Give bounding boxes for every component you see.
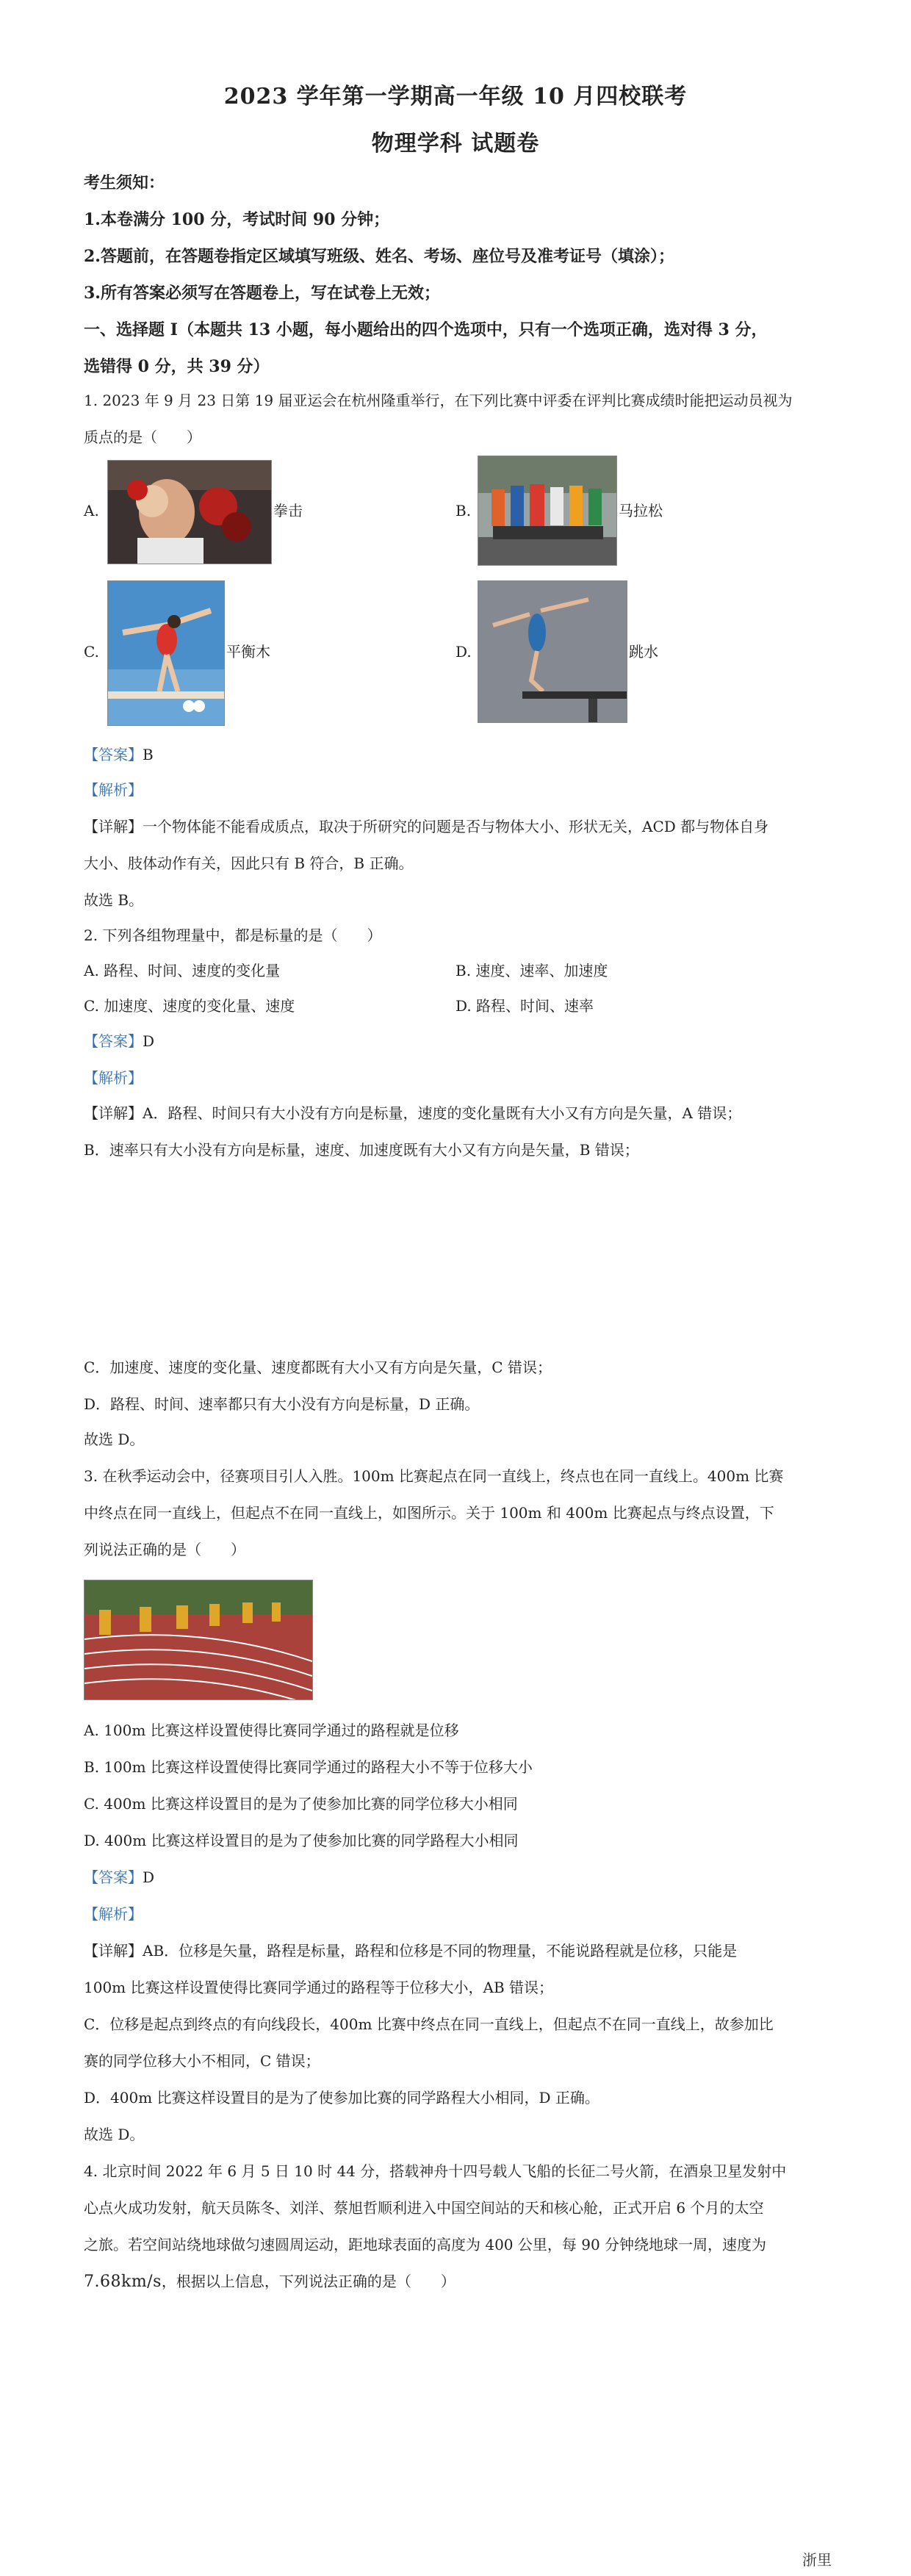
q1-option-d-letter: D. — [455, 643, 472, 661]
q1-conclusion: 故选 B。 — [84, 891, 144, 909]
q1-analysis-tag: 【解析】 — [84, 781, 143, 799]
answer-value: D — [143, 1032, 155, 1050]
q3-option-a: A. 100m 比赛这样设置使得比赛同学通过的路程就是位移 — [84, 1721, 459, 1739]
q1-option-b-letter: B. — [455, 502, 472, 519]
exam-title: 2023 学年第一学期高一年级 10 月四校联考 — [223, 84, 688, 109]
q1-detail — [84, 816, 768, 838]
balance-beam-photo — [107, 580, 225, 726]
notice-item: 3.所有答案必须写在答题卷上，写在试卷上无效； — [84, 284, 440, 303]
q3-option-c: C. 400m 比赛这样设置目的是为了使参加比赛的同学位移大小相同 — [84, 1795, 518, 1813]
section-heading: 一、选择题 I（本题共 13 小题，每小题给出的四个选项中，只有一个选项正确，选对得 3 分， — [84, 320, 768, 339]
detail-text: A．路程、时间只有大小没有方向是标量，速度的变化量既有大小又有方向是矢量，A 错误； — [143, 1104, 742, 1122]
q3-conclusion: 故选 D。 — [84, 2126, 145, 2143]
notice-item: 2.答题前，在答题卷指定区域填写班级、姓名、考场、座位号及准考证号（填涂）； — [84, 247, 674, 266]
detail-text: AB．位移是矢量，路程是标量，路程和位移是不同的物理量，不能说路程就是位移，只能是 — [143, 1942, 738, 1960]
marathon-photo — [478, 456, 617, 566]
detail-tag: 【详解】 — [84, 1104, 143, 1122]
q2-analysis-tag: 【解析】 — [84, 1069, 143, 1087]
q1-option-d-label: 跳水 — [629, 643, 658, 661]
answer-tag: 【答案】 — [84, 1868, 143, 1886]
q3-detail — [84, 1940, 737, 1962]
q1-stem: 1. 2023 年 9 月 23 日第 19 届亚运会在杭州隆重举行，在下列比赛中评委在评判比赛成绩时能把运动员视为 — [84, 392, 793, 409]
q3-analysis-tag: 【解析】 — [84, 1905, 143, 1923]
answer-tag: 【答案】 — [84, 746, 143, 763]
q4-stem: 4. 北京时间 2022 年 6 月 5 日 10 时 44 分，搭载神舟十四号载人飞船的长征二号火箭，在酒泉卫星发射中 — [84, 2162, 787, 2180]
diving-photo — [478, 580, 627, 723]
q4-stem-cont3 — [84, 2270, 455, 2293]
q1-answer — [84, 744, 154, 766]
answer-value: B — [143, 746, 154, 763]
q1-option-c-letter: C. — [84, 643, 99, 661]
footer-mark: 浙里 — [802, 2551, 832, 2569]
q3-detail-c: C．位移是起点到终点的有向线段长，400m 比赛中终点在同一直线上，但起点不在同一直线上，故参加比 — [84, 2015, 774, 2033]
q1-option-a-label: 拳击 — [273, 502, 303, 519]
q4-stem-cont2: 之旅。若空间站绕地球做匀速圆周运动，距地球表面的高度为 400 公里，每 90 分钟绕地球一周，速度为 — [84, 2236, 767, 2253]
q3-answer — [84, 1866, 154, 1888]
q4-stem-tail: ，根据以上信息，下列说法正确的是（ ） — [161, 2273, 455, 2290]
q3-detail-c-cont: 赛的同学位移大小不相同，C 错误； — [84, 2052, 320, 2070]
q3-stem-cont: 中终点在同一直线上，但起点不在同一直线上，如图所示。关于 100m 和 400m 比赛起点与终点设置，下 — [84, 1504, 774, 1522]
q1-option-c-label: 平衡木 — [226, 643, 270, 661]
q3-stem: 3. 在秋季运动会中，径赛项目引人入胜。100m 比赛起点在同一直线上，终点也在同一直线上。400m 比赛 — [84, 1467, 784, 1485]
running-track-photo — [84, 1580, 313, 1700]
detail-tag: 【详解】 — [84, 1942, 143, 1960]
q1-detail-cont: 大小、肢体动作有关，因此只有 B 符合，B 正确。 — [84, 855, 414, 872]
detail-text: 一个物体能不能看成质点，取决于所研究的问题是否与物体大小、形状无关，ACD 都与物体自身 — [143, 818, 769, 835]
q4-stem-cont: 心点火成功发射，航天员陈冬、刘洋、蔡旭哲顺利进入中国空间站的天和核心舱，正式开启 6 个月的太空 — [84, 2199, 764, 2217]
answer-tag: 【答案】 — [84, 1032, 143, 1050]
q3-detail-cont: 100m 比赛这样设置使得比赛同学通过的路程等于位移大小，AB 错误； — [84, 1979, 553, 1996]
q2-option-c: C. 加速度、速度的变化量、速度 — [84, 997, 295, 1015]
q3-option-b: B. 100m 比赛这样设置使得比赛同学通过的路程大小不等于位移大小 — [84, 1758, 533, 1776]
q3-option-d: D. 400m 比赛这样设置目的是为了使参加比赛的同学路程大小相同 — [84, 1832, 519, 1849]
exam-subtitle: 物理学科 试题卷 — [371, 131, 540, 156]
q2-conclusion: 故选 D。 — [84, 1431, 145, 1448]
notice-item: 1.本卷满分 100 分，考试时间 90 分钟； — [84, 210, 390, 229]
section-heading-cont: 选错得 0 分，共 39 分） — [84, 357, 270, 376]
q2-option-b: B. 速度、速率、加速度 — [455, 962, 608, 979]
boxing-photo — [107, 460, 272, 564]
speed-value: 7.68km/s — [84, 2273, 162, 2291]
q2-detail-a — [84, 1102, 741, 1124]
q3-stem-cont2: 列说法正确的是（ ） — [84, 1541, 245, 1558]
q2-stem: 2. 下列各组物理量中，都是标量的是（ ） — [84, 927, 382, 944]
notice-heading: 考生须知： — [84, 173, 165, 193]
q1-option-b-label: 马拉松 — [619, 502, 663, 519]
q2-detail-d: D．路程、时间、速率都只有大小没有方向是标量，D 正确。 — [84, 1395, 480, 1413]
q2-answer — [84, 1030, 154, 1052]
answer-value: D — [143, 1868, 155, 1886]
q2-detail-b: B．速率只有大小没有方向是标量，速度、加速度既有大小又有方向是矢量，B 错误； — [84, 1141, 639, 1159]
q2-option-d: D. 路程、时间、速率 — [455, 997, 594, 1015]
q1-stem-cont: 质点的是（ ） — [84, 428, 201, 446]
q1-option-a-letter: A. — [84, 502, 99, 519]
q3-detail-d: D．400m 比赛这样设置目的是为了使参加比赛的同学路程大小相同，D 正确。 — [84, 2089, 599, 2107]
q2-option-a: A. 路程、时间、速度的变化量 — [84, 962, 281, 979]
q2-detail-c: C．加速度、速度的变化量、速度都既有大小又有方向是矢量，C 错误； — [84, 1359, 552, 1376]
detail-tag: 【详解】 — [84, 818, 143, 835]
